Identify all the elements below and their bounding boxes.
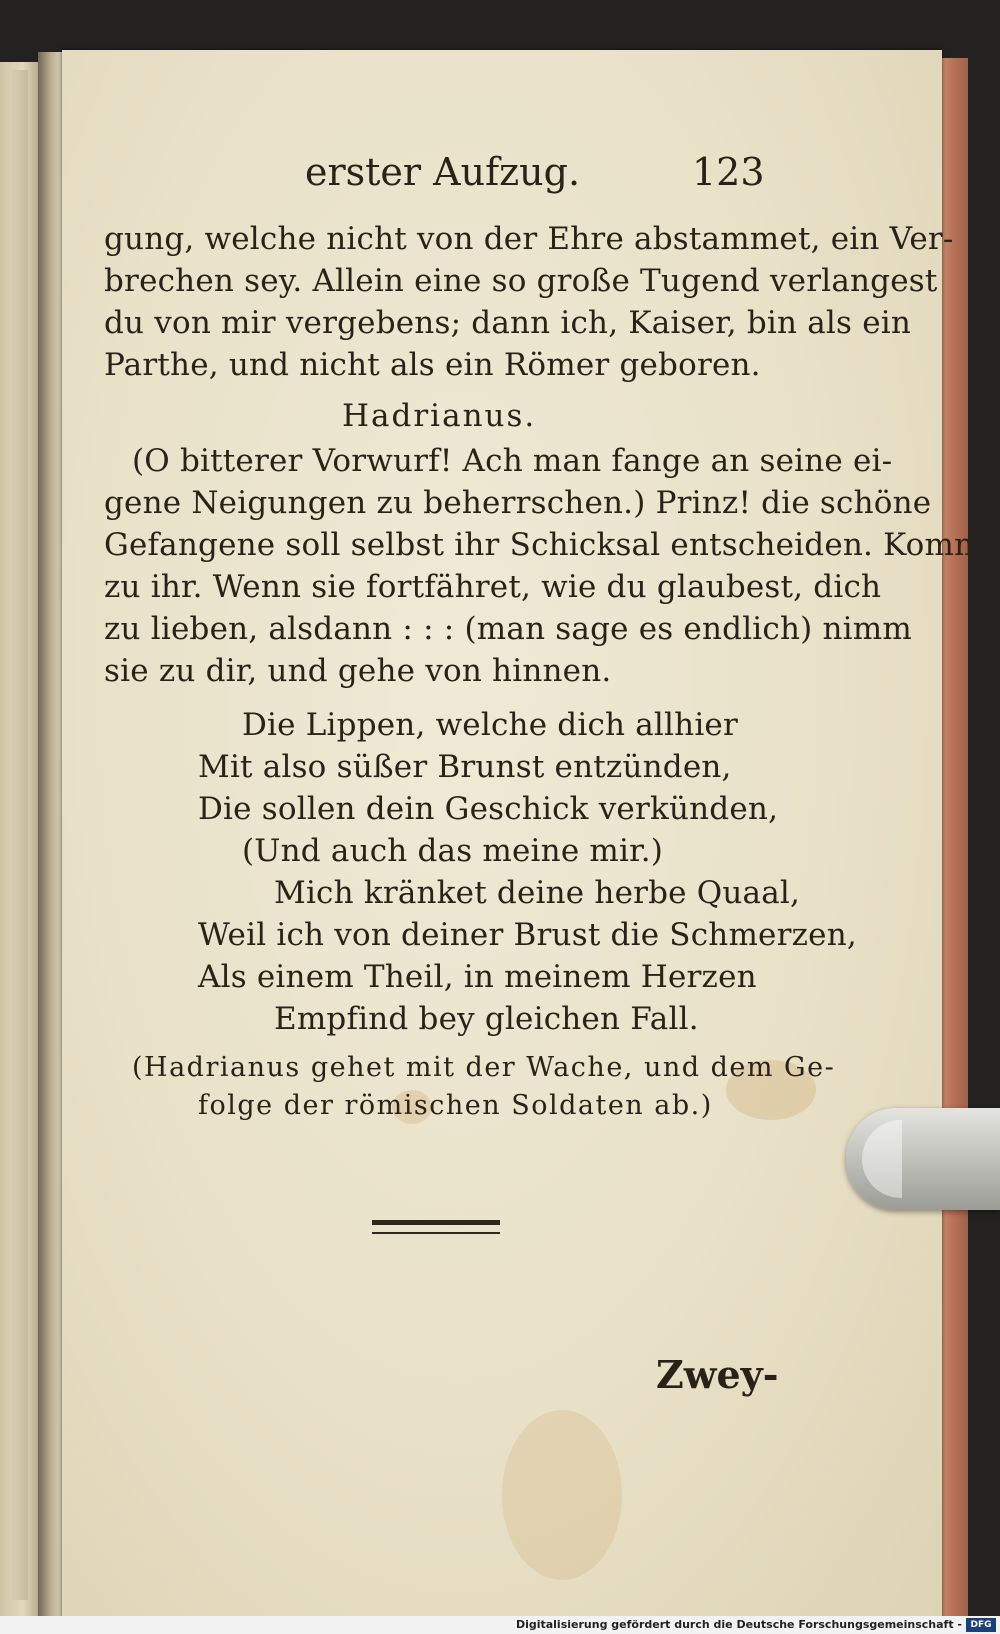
speech-line: (O bitterer Vorwurf! Ach man fange an seine ei-	[132, 443, 893, 479]
page-number: 123	[692, 150, 765, 194]
body-line: du von mir vergebens; dann ich, Kaiser, bin als ein	[104, 305, 912, 341]
red-page-edge	[942, 58, 968, 1618]
running-title: erster Aufzug.	[305, 150, 581, 194]
body-line: brechen sey. Allein eine so große Tugend verlangest	[104, 263, 938, 299]
section-rule-thick	[372, 1220, 500, 1225]
verse-line: Die Lippen, welche dich allhier	[242, 707, 738, 743]
verse-line: Mit also süßer Brunst entzünden,	[198, 749, 732, 785]
verse-line: Als einem Theil, in meinem Herzen	[198, 959, 757, 995]
stage-direction-line: (Hadrianus gehet mit der Wache, und dem Ge-	[132, 1052, 836, 1083]
stain	[502, 1410, 622, 1580]
speech-line: zu ihr. Wenn sie fortfähret, wie du glaubest, dich	[104, 569, 882, 605]
catchword: Zwey-	[656, 1352, 779, 1397]
speech-line: zu lieben, alsdann : : : (man sage es endlich) nimm	[104, 611, 912, 647]
speech-line: sie zu dir, und gehe von hinnen.	[104, 653, 612, 689]
verse-line: Weil ich von deiner Brust die Schmerzen,	[198, 917, 857, 953]
speech-line: gene Neigungen zu beherrschen.) Prinz! die schöne	[104, 485, 932, 521]
stage-direction-line: folge der römischen Soldaten ab.)	[198, 1090, 713, 1121]
speaker-name: Hadrianus.	[342, 398, 537, 434]
verse-line: Mich kränket deine herbe Quaal,	[274, 875, 801, 911]
footer-credit: Digitalisierung gefördert durch die Deutsche Forschungsgemeinschaft -	[515, 1618, 962, 1631]
verse-line: Die sollen dein Geschick verkünden,	[198, 791, 779, 827]
body-line: Parthe, und nicht als ein Römer geboren.	[104, 347, 761, 383]
left-page-strip	[10, 70, 28, 1600]
dfg-logo: DFG	[966, 1618, 996, 1632]
speech-line: Gefangene soll selbst ihr Schicksal entscheiden. Komm	[104, 527, 984, 563]
body-line: gung, welche nicht von der Ehre abstammet, ein Ver-	[104, 221, 954, 257]
verse-line: (Und auch das meine mir.)	[242, 833, 664, 869]
section-rule-thin	[372, 1232, 500, 1234]
verse-line: Empfind bey gleichen Fall.	[274, 1001, 699, 1037]
